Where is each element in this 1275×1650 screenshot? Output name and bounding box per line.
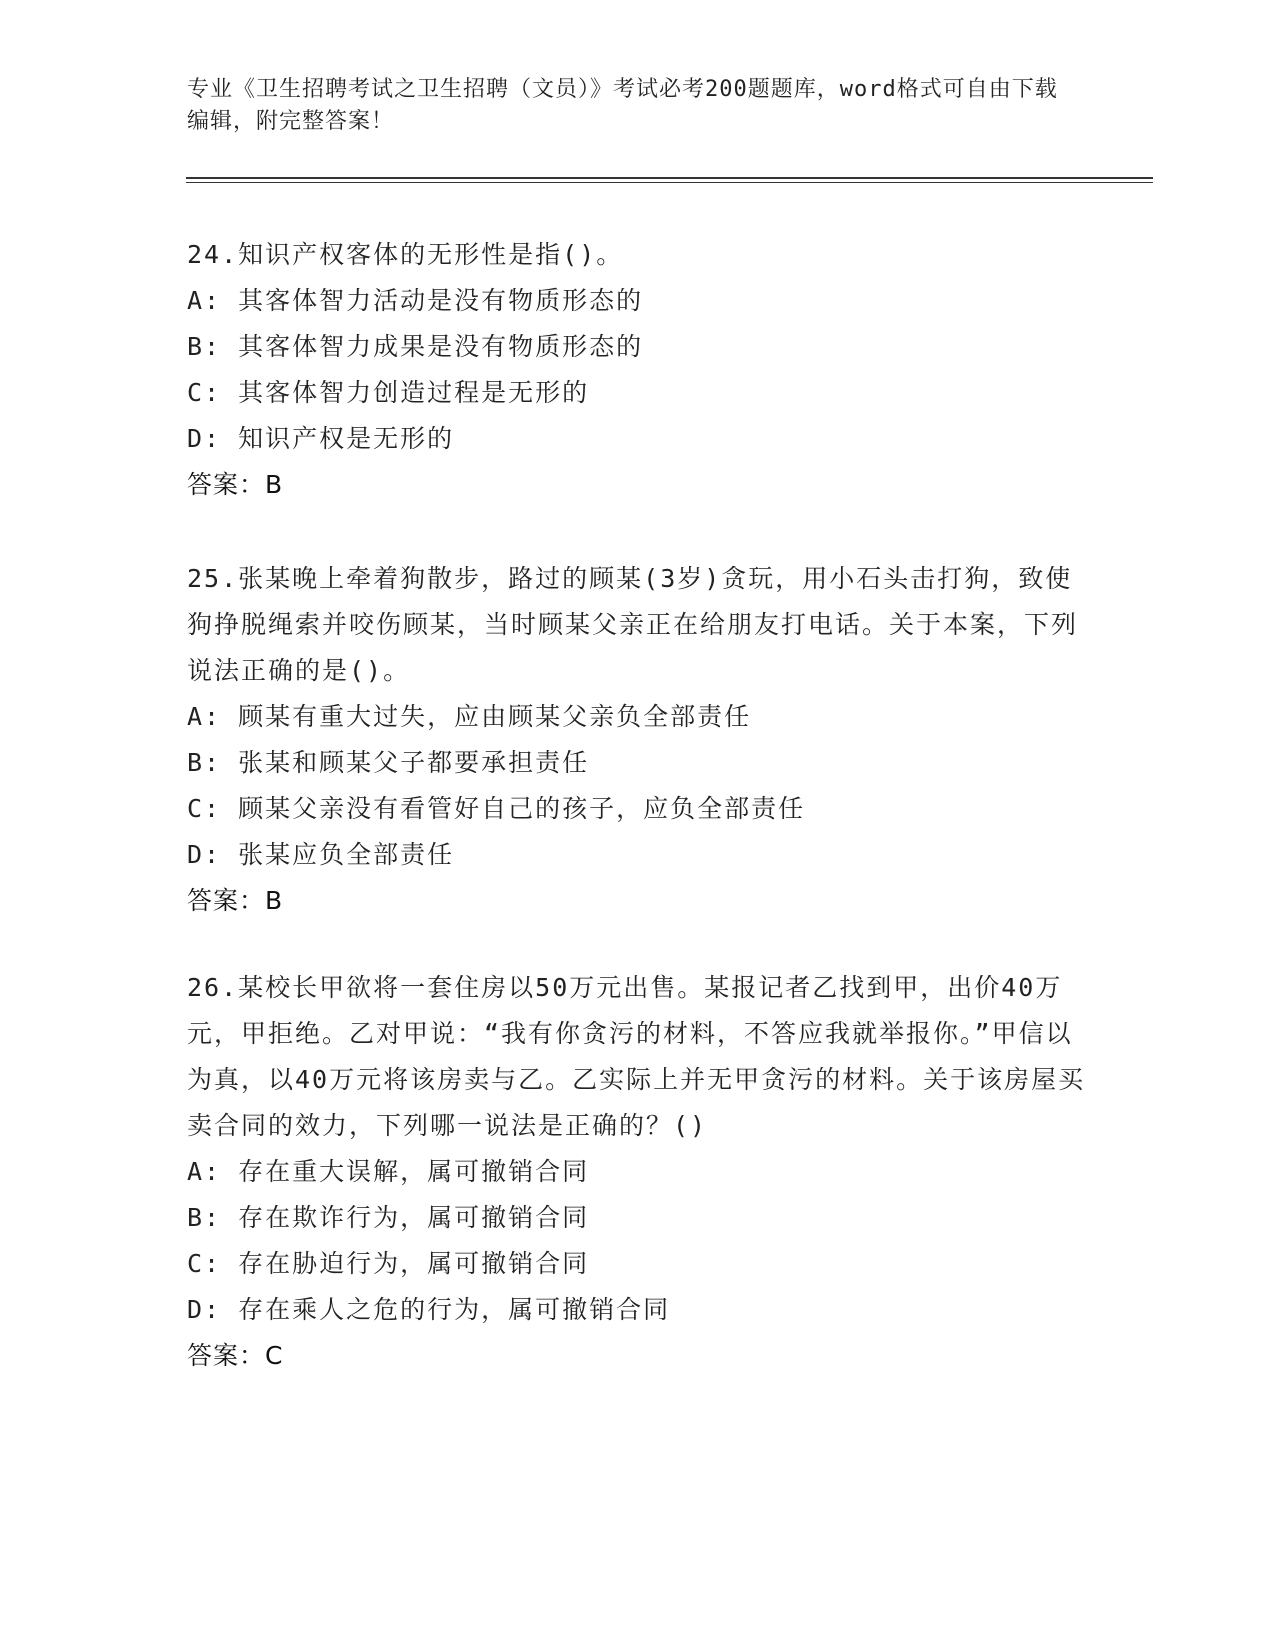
document-header: 专业《卫生招聘考试之卫生招聘（文员）》考试必考200题题库，word格式可自由下载编辑，附完整答案！ — [187, 77, 1058, 134]
answer-label: 答案：C — [187, 1341, 284, 1370]
question-stem: 25.张某晚上牵着狗散步，路过的顾某(3岁)贪玩，用小石头击打狗，致使狗挣脱绳索并咬伤顾某，当时顾某父亲正在给朋友打电话。关于本案，下列说法正确的是()。 — [187, 564, 1079, 685]
option-a: A: 其客体智力活动是没有物质形态的 — [187, 286, 644, 315]
question-24 — [187, 232, 1087, 508]
option-c: C: 顾某父亲没有看管好自己的孩子，应负全部责任 — [187, 794, 806, 823]
option-c: C: 存在胁迫行为，属可撤销合同 — [187, 1249, 590, 1278]
option-a: A: 顾某有重大过失，应由顾某父亲负全部责任 — [187, 702, 752, 731]
answer-label: 答案：B — [187, 886, 284, 915]
header-divider-thin — [186, 182, 1153, 183]
option-b: B: 存在欺诈行为，属可撤销合同 — [187, 1203, 590, 1232]
question-stem: 24.知识产权客体的无形性是指()。 — [187, 240, 624, 269]
header-divider-thick — [186, 177, 1153, 179]
option-a: A: 存在重大误解，属可撤销合同 — [187, 1157, 590, 1186]
answer-label: 答案：B — [187, 470, 284, 499]
option-d: D: 存在乘人之危的行为，属可撤销合同 — [187, 1295, 671, 1324]
option-b: B: 张某和顾某父子都要承担责任 — [187, 748, 590, 777]
question-stem: 26.某校长甲欲将一套住房以50万元出售。某报记者乙找到甲，出价40万元，甲拒绝。乙对甲说：“我有你贪污的材料，不答应我就举报你。”甲信以为真，以40万元将该房卖与乙。乙实际上并无甲贪污的材料。关于该房屋买卖合同的效力，下列哪一说法是正确的？() — [187, 973, 1086, 1140]
option-c: C: 其客体智力创造过程是无形的 — [187, 378, 590, 407]
question-25 — [187, 556, 1087, 924]
option-b: B: 其客体智力成果是没有物质形态的 — [187, 332, 644, 361]
question-26 — [187, 965, 1087, 1379]
option-d: D: 张某应负全部责任 — [187, 840, 455, 869]
option-d: D: 知识产权是无形的 — [187, 424, 455, 453]
